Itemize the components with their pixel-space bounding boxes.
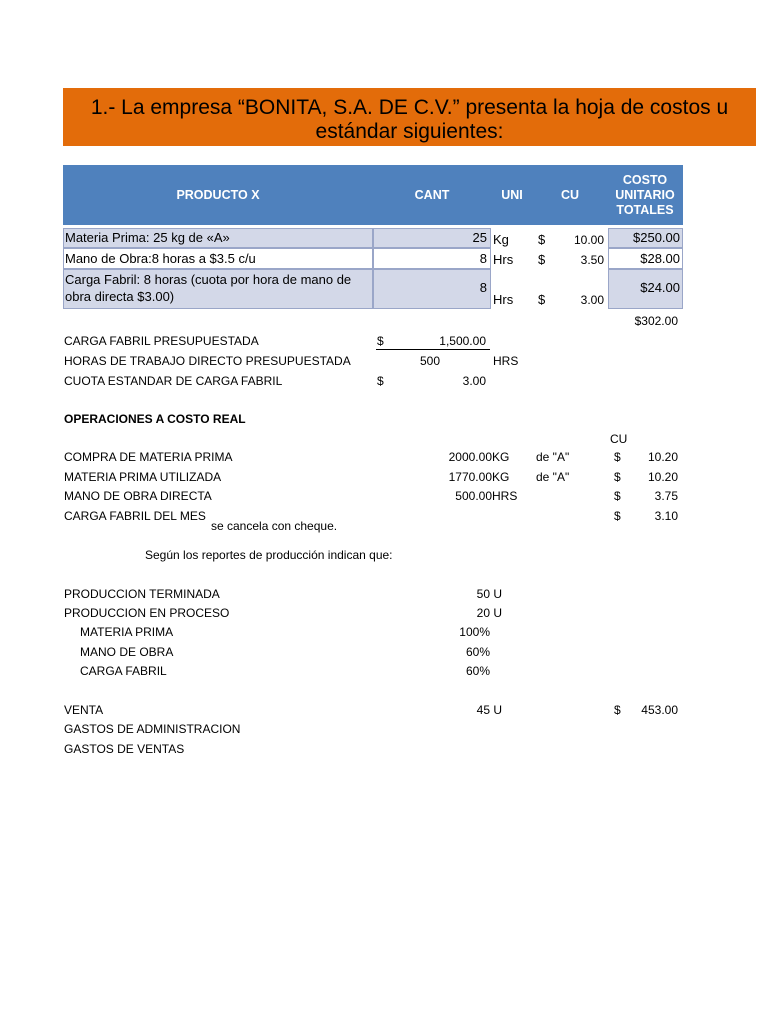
header-costo-line3: TOTALES bbox=[616, 203, 674, 217]
row-carga-fabril-cur: $ bbox=[538, 292, 546, 307]
real-item-3-cu: 3.10 bbox=[654, 509, 678, 523]
proceso-carga-fabril-label: CARGA FABRIL bbox=[80, 664, 167, 678]
header-costo-line2: UNITARIO bbox=[615, 188, 675, 202]
real-item-2-unit: HRS bbox=[492, 489, 518, 503]
header-cant: CANT bbox=[414, 188, 450, 202]
row-carga-fabril-total: $24.00 bbox=[640, 280, 680, 295]
horas-presupuestada-unit: HRS bbox=[493, 354, 519, 368]
row-materia-prima-total: $250.00 bbox=[633, 230, 680, 245]
horas-presupuestada-value: 500 bbox=[420, 354, 441, 368]
real-item-0-label: COMPRA DE MATERIA PRIMA bbox=[64, 450, 233, 464]
real-item-3-cur: $ bbox=[614, 509, 621, 523]
carga-presupuestada-label: CARGA FABRIL PRESUPUESTADA bbox=[64, 334, 259, 348]
produccion-terminada-label: PRODUCCION TERMINADA bbox=[64, 587, 220, 601]
row-carga-fabril-cu: 3.00 bbox=[580, 293, 604, 307]
row-carga-fabril-desc-line2: obra directa $3.00) bbox=[65, 289, 175, 304]
real-item-2-cu: 3.75 bbox=[654, 489, 678, 503]
real-item-1-cu: 10.20 bbox=[647, 470, 678, 484]
gastos-administracion-label: GASTOS DE ADMINISTRACION bbox=[64, 722, 241, 736]
proceso-materia-prima-value: 100% bbox=[459, 625, 490, 639]
title-banner bbox=[63, 88, 756, 146]
proceso-mano-obra-label: MANO DE OBRA bbox=[80, 645, 174, 659]
cuota-estandar-label: CUOTA ESTANDAR DE CARGA FABRIL bbox=[64, 374, 283, 388]
real-item-3-label: CARGA FABRIL DEL MES bbox=[64, 509, 206, 523]
real-cu-header: CU bbox=[610, 432, 628, 446]
header-uni: UNI bbox=[501, 188, 523, 202]
proceso-carga-fabril-value: 60% bbox=[465, 664, 490, 678]
header-cu: CU bbox=[560, 188, 580, 202]
row-mano-obra-total: $28.00 bbox=[640, 251, 680, 266]
real-item-1-qty: 1770.00 bbox=[448, 470, 492, 484]
real-item-0-cur: $ bbox=[614, 450, 621, 464]
header-producto: PRODUCTO X bbox=[176, 188, 260, 202]
venta-label: VENTA bbox=[64, 703, 104, 717]
title-line-2: estándar siguientes: bbox=[315, 120, 504, 143]
header-costo-line1: COSTO bbox=[622, 173, 668, 187]
real-item-1-cur: $ bbox=[614, 470, 621, 484]
header-costo bbox=[607, 173, 683, 218]
produccion-proceso-label: PRODUCCION EN PROCESO bbox=[64, 606, 230, 620]
real-item-0-cu: 10.20 bbox=[647, 450, 678, 464]
venta-qty: 45 U bbox=[476, 703, 502, 717]
row-carga-fabril-uni: Hrs bbox=[493, 292, 514, 307]
row-carga-fabril-desc-line1: Carga Fabril: 8 horas (cuota por hora de mano de bbox=[65, 272, 352, 287]
horas-presupuestada-label: HORAS DE TRABAJO DIRECTO PRESUPUESTADA bbox=[64, 354, 351, 368]
proceso-mano-obra-value: 60% bbox=[465, 645, 490, 659]
row-materia-prima-cur: $ bbox=[538, 232, 546, 247]
row-mano-obra-cur: $ bbox=[538, 252, 546, 267]
produccion-terminada-value: 50 U bbox=[476, 587, 502, 601]
real-item-2-label: MANO DE OBRA DIRECTA bbox=[64, 489, 212, 503]
real-item-1-unit: KG bbox=[492, 470, 510, 484]
reports-intro: Según los reportes de producción indican que: bbox=[145, 548, 393, 562]
real-item-0-unit: KG bbox=[492, 450, 510, 464]
venta-value: 453.00 bbox=[641, 703, 678, 717]
real-item-0-de: de "A" bbox=[536, 450, 570, 464]
row-mano-obra-desc: Mano de Obra:8 horas a $3.5 c/u bbox=[65, 251, 256, 266]
carga-presupuestada-value: 1,500.00 bbox=[439, 334, 486, 348]
gastos-ventas-label: GASTOS DE VENTAS bbox=[64, 742, 185, 756]
proceso-materia-prima-label: MATERIA PRIMA bbox=[80, 625, 174, 639]
grand-total: $302.00 bbox=[634, 314, 678, 328]
row-materia-prima-cant: 25 bbox=[472, 230, 487, 245]
row-carga-fabril-cant: 8 bbox=[479, 280, 487, 295]
cuota-estandar-cur: $ bbox=[377, 374, 384, 388]
real-item-1-label: MATERIA PRIMA UTILIZADA bbox=[64, 470, 222, 484]
real-item-2-qty: 500.00 bbox=[455, 489, 492, 503]
carga-presupuestada-underline bbox=[376, 349, 490, 350]
venta-cur: $ bbox=[614, 703, 621, 717]
row-mano-obra-cant: 8 bbox=[479, 251, 487, 266]
real-item-0-qty: 2000.00 bbox=[448, 450, 492, 464]
real-item-1-de: de "A" bbox=[536, 470, 570, 484]
row-mano-obra-uni: Hrs bbox=[493, 252, 514, 267]
cheque-note: se cancela con cheque. bbox=[211, 519, 338, 533]
row-materia-prima-cu: 10.00 bbox=[573, 233, 604, 247]
title-line-1: 1.- La empresa “BONITA, S.A. DE C.V.” presenta la hoja de costos u bbox=[90, 96, 729, 119]
row-materia-prima-desc: Materia Prima: 25 kg de «A» bbox=[65, 230, 230, 245]
carga-presupuestada-cur: $ bbox=[377, 334, 384, 348]
row-mano-obra-cu: 3.50 bbox=[580, 253, 604, 267]
row-materia-prima-uni: Kg bbox=[493, 232, 509, 247]
real-item-2-cur: $ bbox=[614, 489, 621, 503]
cuota-estandar-value: 3.00 bbox=[462, 374, 486, 388]
produccion-proceso-value: 20 U bbox=[476, 606, 502, 620]
real-heading: OPERACIONES A COSTO REAL bbox=[64, 412, 246, 426]
